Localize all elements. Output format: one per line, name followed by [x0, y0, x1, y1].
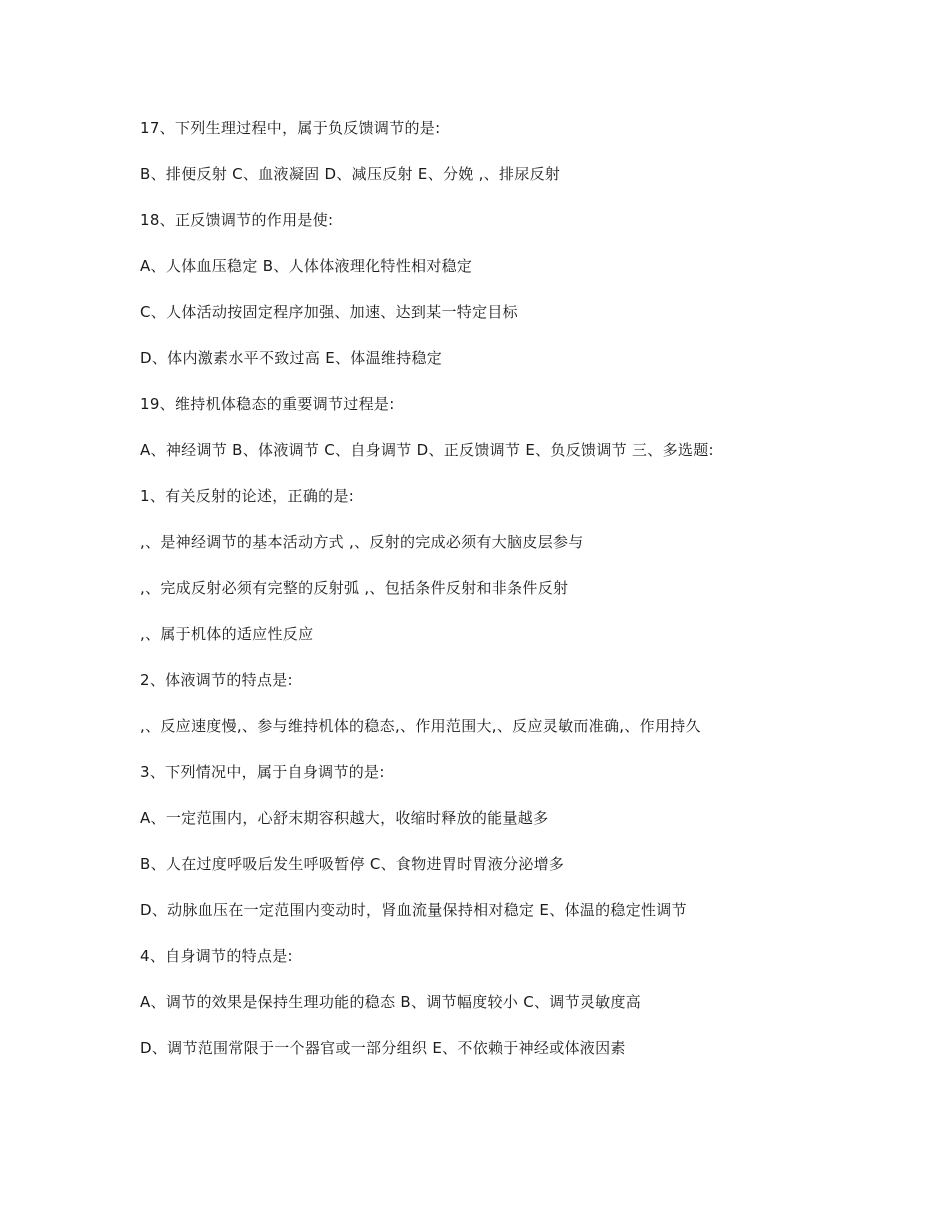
multi-question-2-options: ,、反应速度慢,、参与维持机体的稳态,、作用范围大,、反应灵敏而准确,、作用持久	[140, 717, 701, 735]
multi-question-1-options-cd: ,、完成反射必须有完整的反射弧 ,、包括条件反射和非条件反射	[140, 579, 569, 597]
multi-question-2-stem: 2、体液调节的特点是:	[140, 671, 293, 689]
multi-question-1-stem: 1、有关反射的论述，正确的是:	[140, 487, 355, 505]
question-17-stem: 17、下列生理过程中，属于负反馈调节的是:	[140, 119, 441, 137]
question-18-stem: 18、正反馈调节的作用是使:	[140, 211, 334, 229]
multi-question-1-options-ab: ,、是神经调节的基本活动方式 ,、反射的完成必须有大脑皮层参与	[140, 533, 584, 551]
multi-question-3-option-a: A、一定范围内，心舒末期容积越大，收缩时释放的能量越多	[140, 809, 549, 827]
question-18-options-de: D、体内激素水平不致过高 E、体温维持稳定	[140, 349, 443, 367]
multi-question-3-options-de: D、动脉血压在一定范围内变动时，肾血流量保持相对稳定 E、体温的稳定性调节	[140, 901, 687, 919]
question-18-option-c: C、人体活动按固定程序加强、加速、达到某一特定目标	[140, 303, 518, 321]
question-19-options-and-section-heading: A、神经调节 B、体液调节 C、自身调节 D、正反馈调节 E、负反馈调节 三、多选题:	[140, 441, 714, 459]
multi-question-4-stem: 4、自身调节的特点是:	[140, 947, 293, 965]
document-body	[140, 117, 820, 1083]
multi-question-4-options-abc: A、调节的效果是保持生理功能的稳态 B、调节幅度较小 C、调节灵敏度高	[140, 993, 642, 1011]
question-17-options: B、排便反射 C、血液凝固 D、减压反射 E、分娩 ,、排尿反射	[140, 165, 561, 183]
question-19-stem: 19、维持机体稳态的重要调节过程是:	[140, 395, 395, 413]
question-18-options-ab: A、人体血压稳定 B、人体体液理化特性相对稳定	[140, 257, 473, 275]
multi-question-3-options-bc: B、人在过度呼吸后发生呼吸暂停 C、食物进胃时胃液分泌增多	[140, 855, 565, 873]
multi-question-4-options-de: D、调节范围常限于一个器官或一部分组织 E、不依赖于神经或体液因素	[140, 1039, 626, 1057]
multi-question-3-stem: 3、下列情况中，属于自身调节的是:	[140, 763, 385, 781]
multi-question-1-option-e: ,、属于机体的适应性反应	[140, 625, 314, 643]
